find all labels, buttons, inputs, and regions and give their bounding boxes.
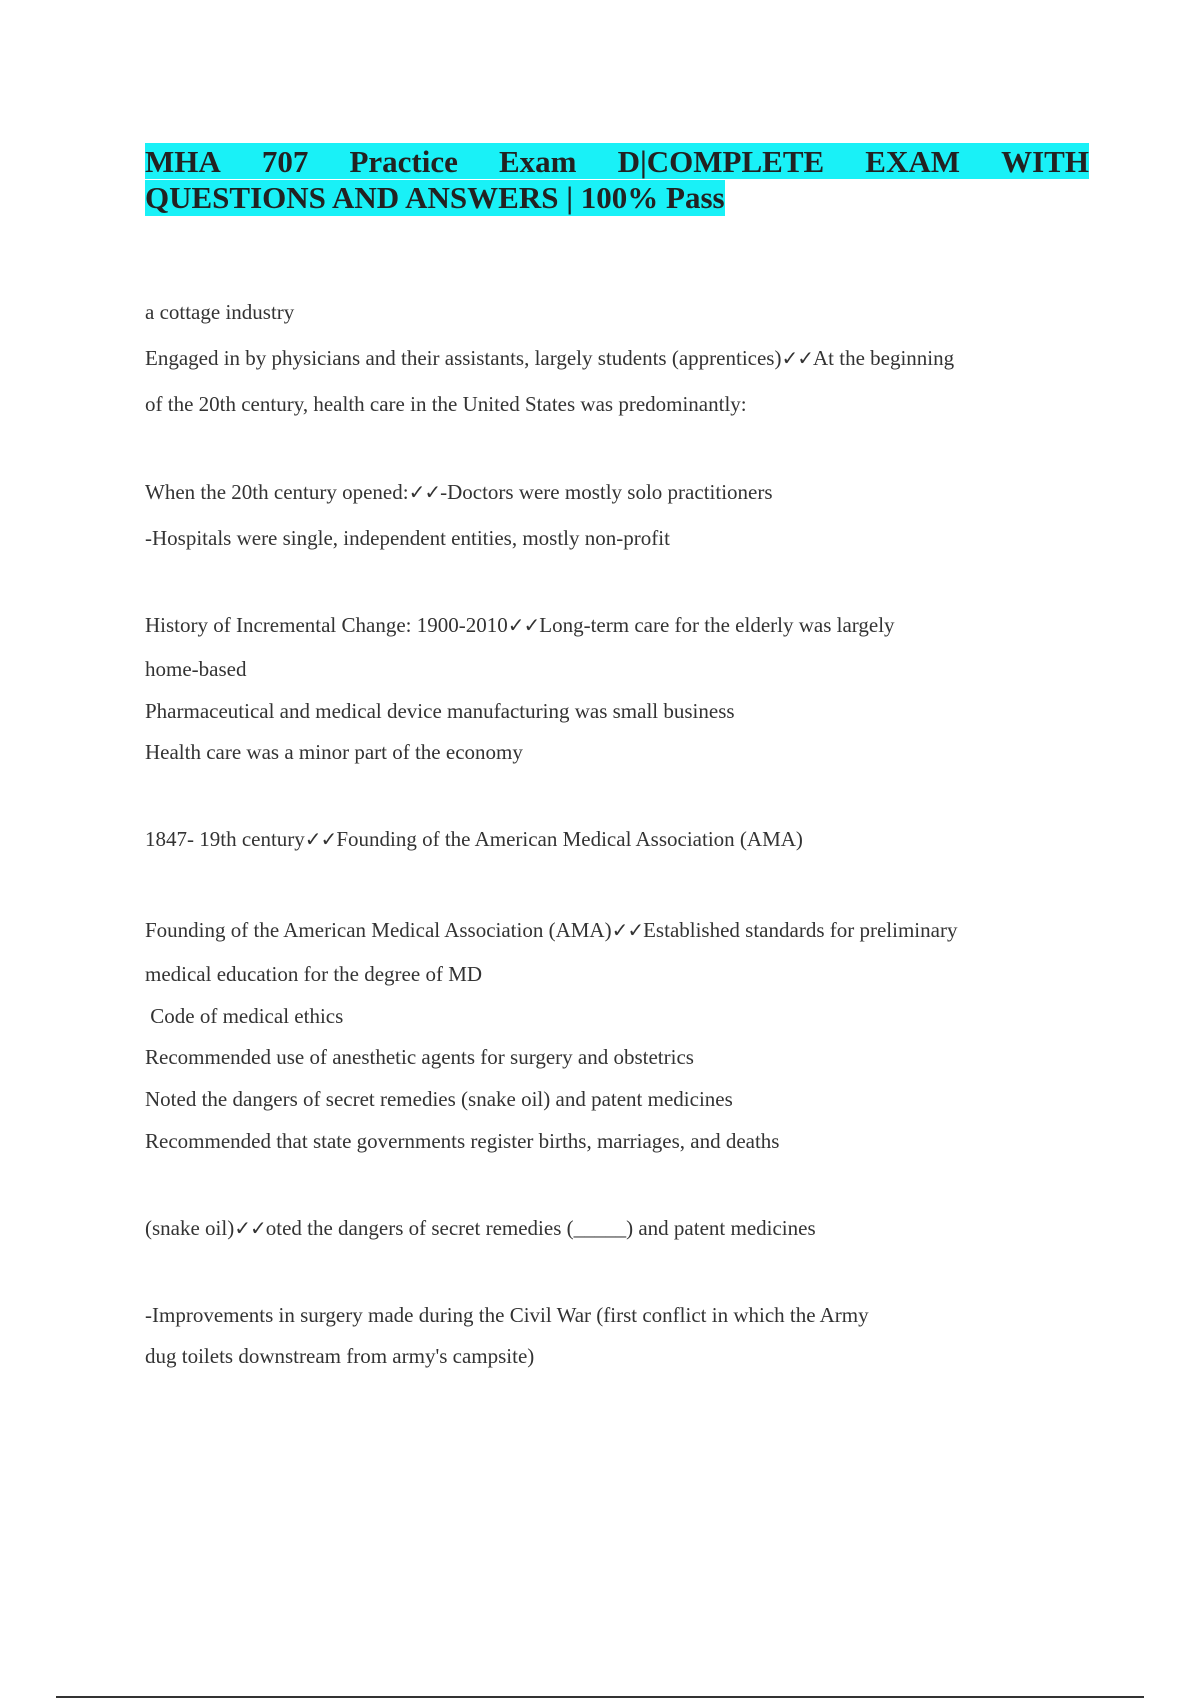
entry-line: home-based (145, 657, 247, 681)
entry-line (145, 827, 1095, 852)
question-text: Founding of the American Medical Association (AMA) (336, 827, 803, 851)
entry-line: a cottage industry (145, 300, 295, 324)
title-word: WITH (1001, 143, 1089, 179)
answer-text: 1847- 19th century (145, 827, 305, 851)
check-icon: ✓✓ (234, 1216, 266, 1240)
entry-line (145, 918, 1095, 943)
document-title (145, 143, 1089, 216)
title-word: D|COMPLETE (617, 143, 825, 179)
entry-line (145, 480, 1095, 505)
answer-text: Engaged in by physicians and their assistants, largely students (apprentices) (145, 346, 782, 370)
entry-line (145, 346, 1095, 371)
entry-line: Recommended use of anesthetic agents for surgery and obstetrics (145, 1045, 694, 1069)
answer-text: Founding of the American Medical Association (AMA) (145, 918, 612, 942)
answer-text: (snake oil) (145, 1216, 235, 1240)
check-icon: ✓✓ (408, 480, 441, 504)
check-icon: ✓✓ (304, 827, 337, 851)
title-word: EXAM (865, 143, 960, 179)
entry-line: -Hospitals were single, independent entities, mostly non-profit (145, 526, 670, 550)
entry-line: dug toilets downstream from army's campsite) (145, 1344, 535, 1368)
answer-text: History of Incremental Change: 1900-2010 (145, 613, 508, 637)
check-icon: ✓✓ (781, 346, 813, 370)
title-word: Exam (498, 143, 577, 179)
entry-line: of the 20th century, health care in the United States was predominantly: (145, 392, 747, 416)
entry-line: -Improvements in surgery made during the Civil War (first conflict in which the Army (145, 1303, 869, 1327)
question-text: -Doctors were mostly solo practitioners (440, 480, 773, 504)
entry-line: Health care was a minor part of the economy (145, 740, 523, 764)
entry-line: Noted the dangers of secret remedies (snake oil) and patent medicines (145, 1087, 733, 1111)
title-line-1 (145, 143, 1089, 179)
entry-line: Code of medical ethics (145, 1004, 344, 1028)
check-icon: ✓✓ (611, 918, 644, 942)
entry-line: Pharmaceutical and medical device manufacturing was small business (145, 699, 735, 723)
title-word: Practice (349, 143, 458, 179)
check-icon: ✓✓ (507, 613, 540, 637)
title-line-2: QUESTIONS AND ANSWERS | 100% Pass (145, 180, 725, 215)
entry-line: medical education for the degree of MD (145, 962, 483, 986)
entry-line: Recommended that state governments register births, marriages, and deaths (145, 1129, 780, 1153)
title-word: MHA (145, 143, 221, 179)
question-text: At the beginning (812, 346, 955, 370)
title-word: 707 (261, 143, 309, 179)
entry-line (145, 613, 1095, 638)
footer-divider (56, 1696, 1144, 1698)
question-text: Long-term care for the elderly was largely (539, 613, 895, 637)
answer-text: When the 20th century opened: (145, 480, 409, 504)
question-text: oted the dangers of secret remedies (_____) and patent medicines (265, 1216, 816, 1240)
entry-line (145, 1216, 1095, 1241)
question-text: Established standards for preliminary (643, 918, 958, 942)
